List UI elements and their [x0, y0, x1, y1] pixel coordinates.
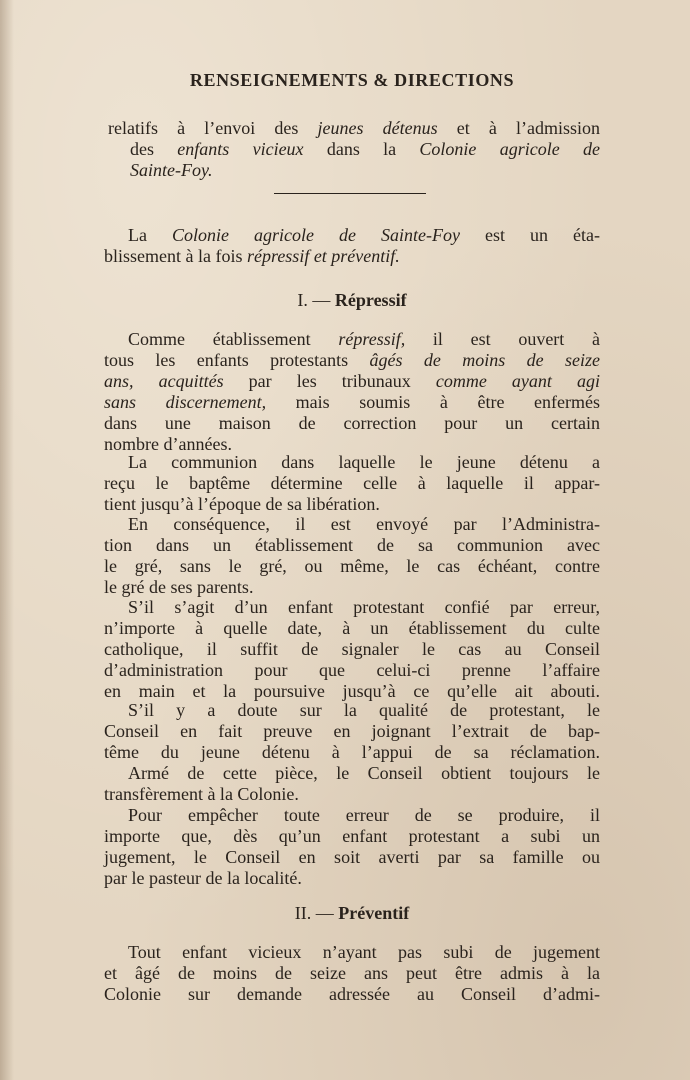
- text-line: La communion dans laquelle le jeune détenu a: [128, 452, 600, 472]
- text-line: Pour empêcher toute erreur de se produire, il: [128, 805, 600, 825]
- separator-rule: [274, 193, 426, 194]
- text-line: En conséquence, il est envoyé par l’Administra-: [128, 514, 600, 534]
- text-line: importe que, dès qu’un enfant protestant a subi un: [104, 826, 600, 846]
- repressif-paragraph-2: [104, 452, 600, 515]
- repressif-paragraph-4: [104, 597, 600, 702]
- preventif-paragraph-1: [104, 942, 600, 1005]
- text-line: reçu le baptême détermine celle à laquelle il appar-: [104, 473, 600, 493]
- text-line: Armé de cette pièce, le Conseil obtient toujours le: [128, 763, 600, 783]
- section-title: Préventif: [338, 903, 410, 923]
- text-line: Conseil en fait preuve en joignant l’extrait de bap-: [104, 721, 600, 741]
- text-line: tous les enfants protestants âgés de moins de seize: [104, 350, 600, 370]
- subtitle-line: des enfants vicieux dans la Colonie agricole de: [130, 139, 600, 159]
- section-title: Répressif: [334, 290, 407, 310]
- text-line: catholique, il suffit de signaler le cas au Conseil: [104, 639, 600, 659]
- text-line: par le pasteur de la localité.: [104, 868, 302, 888]
- repressif-paragraph-6: [104, 763, 600, 805]
- repressif-paragraph-7: [104, 805, 600, 889]
- section-heading-preventif: [104, 903, 600, 924]
- text-line: Comme établissement répressif, il est ouvert à: [128, 329, 600, 349]
- subtitle-line: relatifs à l’envoi des jeunes détenus et à l’admission: [108, 118, 600, 138]
- repressif-paragraph-1: [104, 329, 600, 455]
- text-line: jugement, le Conseil en soit averti par sa famille ou: [104, 847, 600, 867]
- repressif-paragraph-5: [104, 700, 600, 763]
- text-line: le gré de ses parents.: [104, 577, 254, 597]
- text-line: tion dans un établissement de sa communion avec: [104, 535, 600, 555]
- text-line: blissement à la fois répressif et préventif.: [104, 246, 400, 266]
- text-line: Tout enfant vicieux n’ayant pas subi de jugement: [128, 942, 600, 962]
- text-line: nombre d’années.: [104, 434, 232, 454]
- intro-paragraph: [104, 225, 600, 267]
- text-line: tient jusqu’à l’époque de sa libération.: [104, 494, 380, 514]
- section-heading-repressif: [104, 290, 600, 311]
- page-title: RENSEIGNEMENTS & DIRECTIONS: [189, 70, 515, 90]
- text-line: sans discernement, mais soumis à être enfermés: [104, 392, 600, 412]
- text-line: et âgé de moins de seize ans peut être admis à la: [104, 963, 600, 983]
- subtitle-line: Sainte-Foy.: [130, 160, 213, 180]
- text-line: Colonie sur demande adressée au Conseil d’admi-: [104, 984, 600, 1004]
- subtitle: [104, 118, 600, 181]
- text-line: dans une maison de correction pour un certain: [104, 413, 600, 433]
- text-line: La Colonie agricole de Sainte-Foy est un éta-: [128, 225, 600, 245]
- text-line: S’il y a doute sur la qualité de protestant, le: [128, 700, 600, 720]
- text-line: transfèrement à la Colonie.: [104, 784, 299, 804]
- text-line: d’administration pour que celui-ci prenne l’affaire: [104, 660, 600, 680]
- text-line: tême du jeune détenu à l’appui de sa réclamation.: [104, 742, 600, 762]
- text-line: en main et la poursuive jusqu’à ce qu’elle ait abouti.: [104, 681, 600, 701]
- text-line: n’importe à quelle date, à un établissement du culte: [104, 618, 600, 638]
- section-number: I. —: [297, 290, 331, 310]
- page-edge-shadow: [0, 0, 14, 1080]
- text-line: S’il s’agit d’un enfant protestant confié par erreur,: [128, 597, 600, 617]
- text-line: le gré, sans le gré, ou même, le cas échéant, contre: [104, 556, 600, 576]
- section-number: II. —: [294, 903, 334, 923]
- repressif-paragraph-3: [104, 514, 600, 598]
- text-line: ans, acquittés par les tribunaux comme ayant agi: [104, 371, 601, 391]
